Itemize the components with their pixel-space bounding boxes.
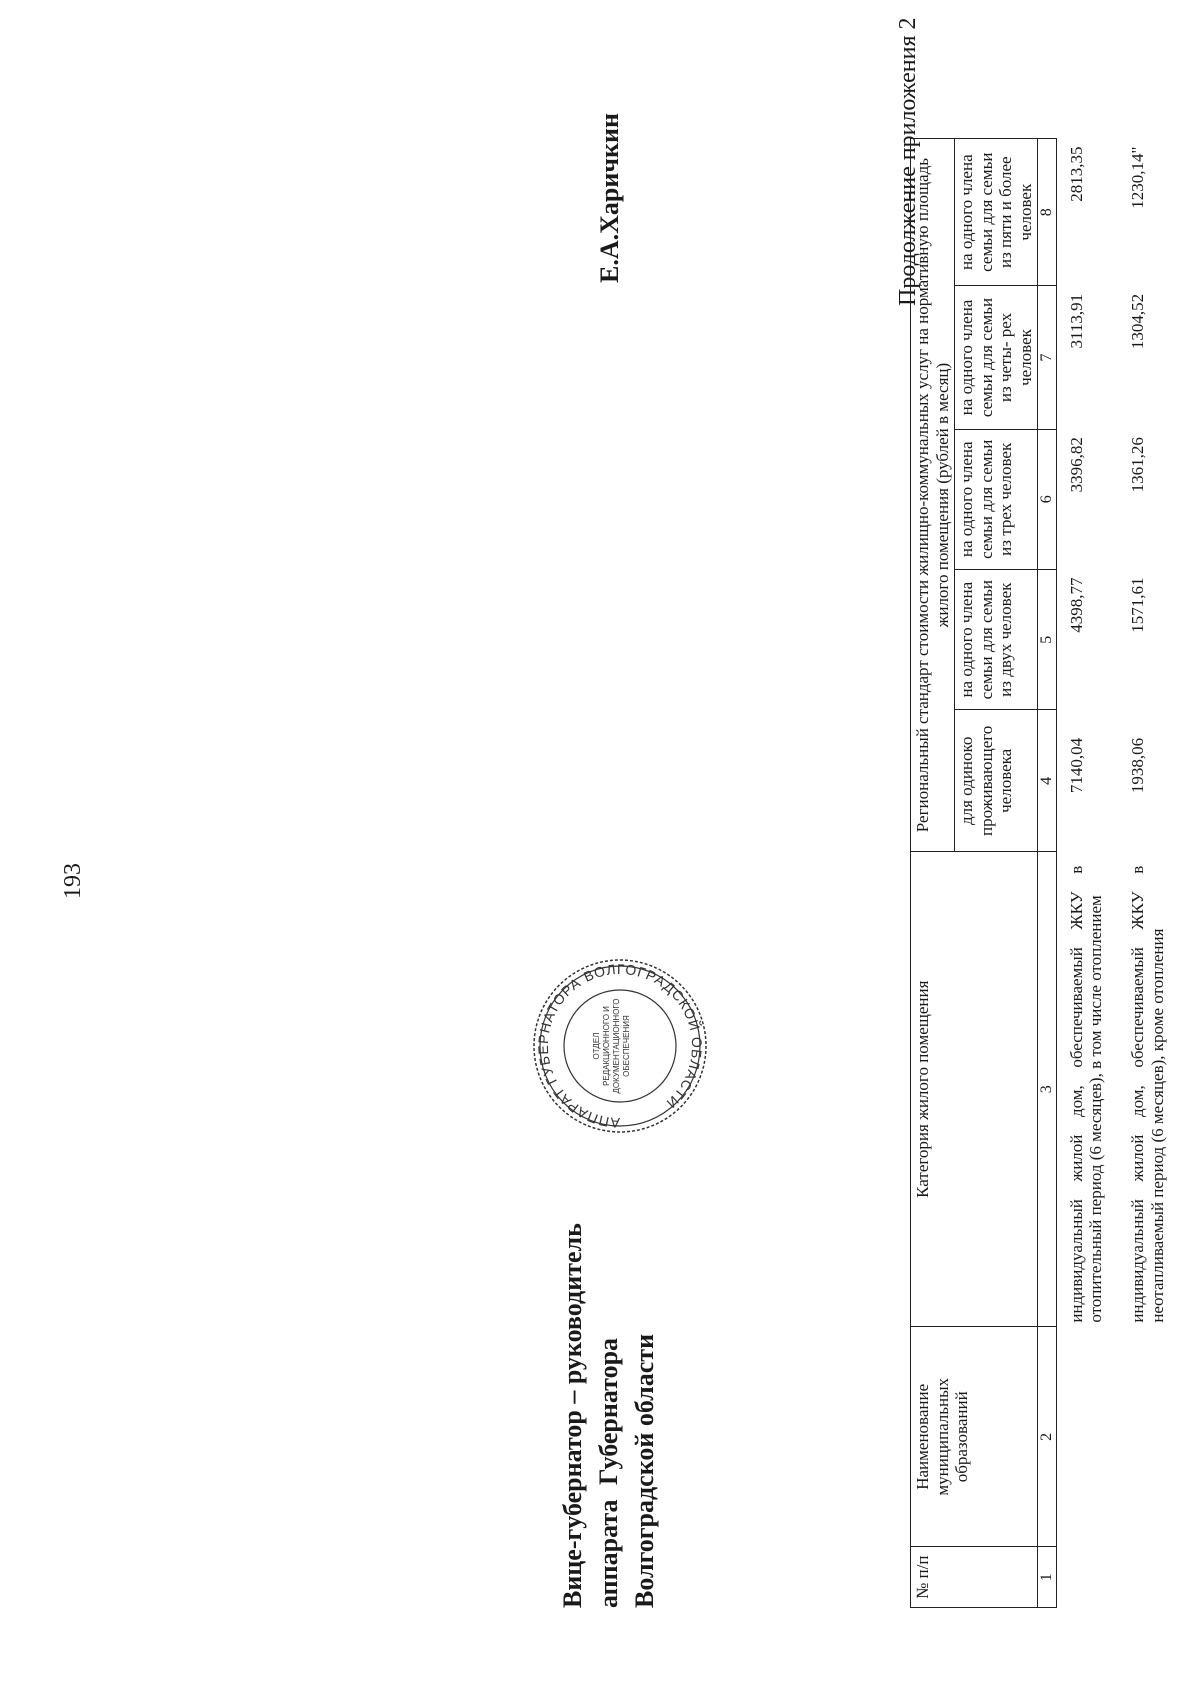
value-three: 3396,82 (1066, 437, 1086, 493)
signature-block (555, 1223, 663, 1608)
continuation-label: Продолжение приложения 2 (895, 17, 921, 306)
signature-title-line2: аппарата Губернатора (594, 1337, 623, 1608)
row-num (1056, 1547, 1118, 1608)
column-number: 4 (1038, 710, 1057, 852)
subheader-five-plus: на одного члена семьи для семьи из пяти и более человек (955, 139, 1038, 286)
stamp-outer-text: АППАРАТ ГУБЕРНАТОРА ВОЛГОГРАДСКОЙ ОБЛАСТИ (534, 960, 706, 1132)
table-row (1056, 139, 1118, 1608)
header-category: Категория жилого помещения (911, 852, 1038, 1327)
value-five-plus: 2813,35 (1066, 146, 1086, 202)
subheader-two: на одного члена семьи для семьи из двух человек (955, 570, 1038, 710)
standards-table (910, 138, 1179, 1608)
value-two: 1571,61 (1127, 577, 1147, 633)
table-row (1118, 139, 1179, 1608)
subheader-three: на одного члена семьи для семьи из трех человек (955, 429, 1038, 569)
row-municipality (1118, 1327, 1179, 1547)
value-two: 4398,77 (1066, 577, 1086, 633)
column-number: 3 (1038, 852, 1057, 1327)
stamp-center-text: ОТДЕЛ РЕДАКЦИОННОГО И ДОКУМЕНТАЦИОННОГО ОБЕСПЕЧЕНИЯ (592, 998, 631, 1094)
value-five-plus: 1230,14" (1127, 146, 1147, 209)
subheader-four: на одного члена семьи для семьи из четы- рех человек (955, 286, 1038, 429)
row-municipality (1056, 1327, 1118, 1547)
header-municipality: Наименование муниципальных образований (911, 1327, 1038, 1547)
row-category: индивидуальный жилой дом, обеспечиваемый ЖКУ в неотапливаемый период (6 месяцев), кроме отопления (1127, 865, 1167, 1323)
signatory-name: Е.А.Харичкин (595, 113, 624, 283)
column-number: 5 (1038, 570, 1057, 710)
value-four: 1304,52 (1127, 293, 1147, 350)
header-row (911, 139, 955, 1608)
column-number: 8 (1038, 139, 1057, 286)
value-four: 3113,91 (1066, 293, 1086, 349)
page-number: 193 (60, 863, 86, 899)
header-num: № п/п (911, 1547, 1038, 1608)
official-stamp (530, 956, 710, 1136)
header-standard-group: Региональный стандарт стоимости жилищно-коммунальных услуг на нормативную площадь жилого помещения (рублей в месяц) (911, 139, 955, 852)
column-number: 7 (1038, 286, 1057, 429)
column-number: 1 (1038, 1547, 1057, 1608)
signature-title-line3: Волгоградской области (630, 1333, 659, 1608)
column-number: 2 (1038, 1327, 1057, 1547)
row-num (1118, 1547, 1179, 1608)
row-category: индивидуальный жилой дом, обеспечиваемый ЖКУ в отопительный период (6 месяцев), в том числе отоплением (1066, 865, 1106, 1323)
column-number: 6 (1038, 429, 1057, 569)
column-number-row (1038, 139, 1057, 1608)
subheader-single: для одиноко проживающего человека (955, 710, 1038, 852)
signature-title-line1: Вице-губернатор – руководитель (558, 1223, 587, 1608)
value-single: 1938,06 (1127, 737, 1147, 794)
value-three: 1361,26 (1127, 437, 1147, 493)
value-single: 7140,04 (1066, 737, 1086, 794)
